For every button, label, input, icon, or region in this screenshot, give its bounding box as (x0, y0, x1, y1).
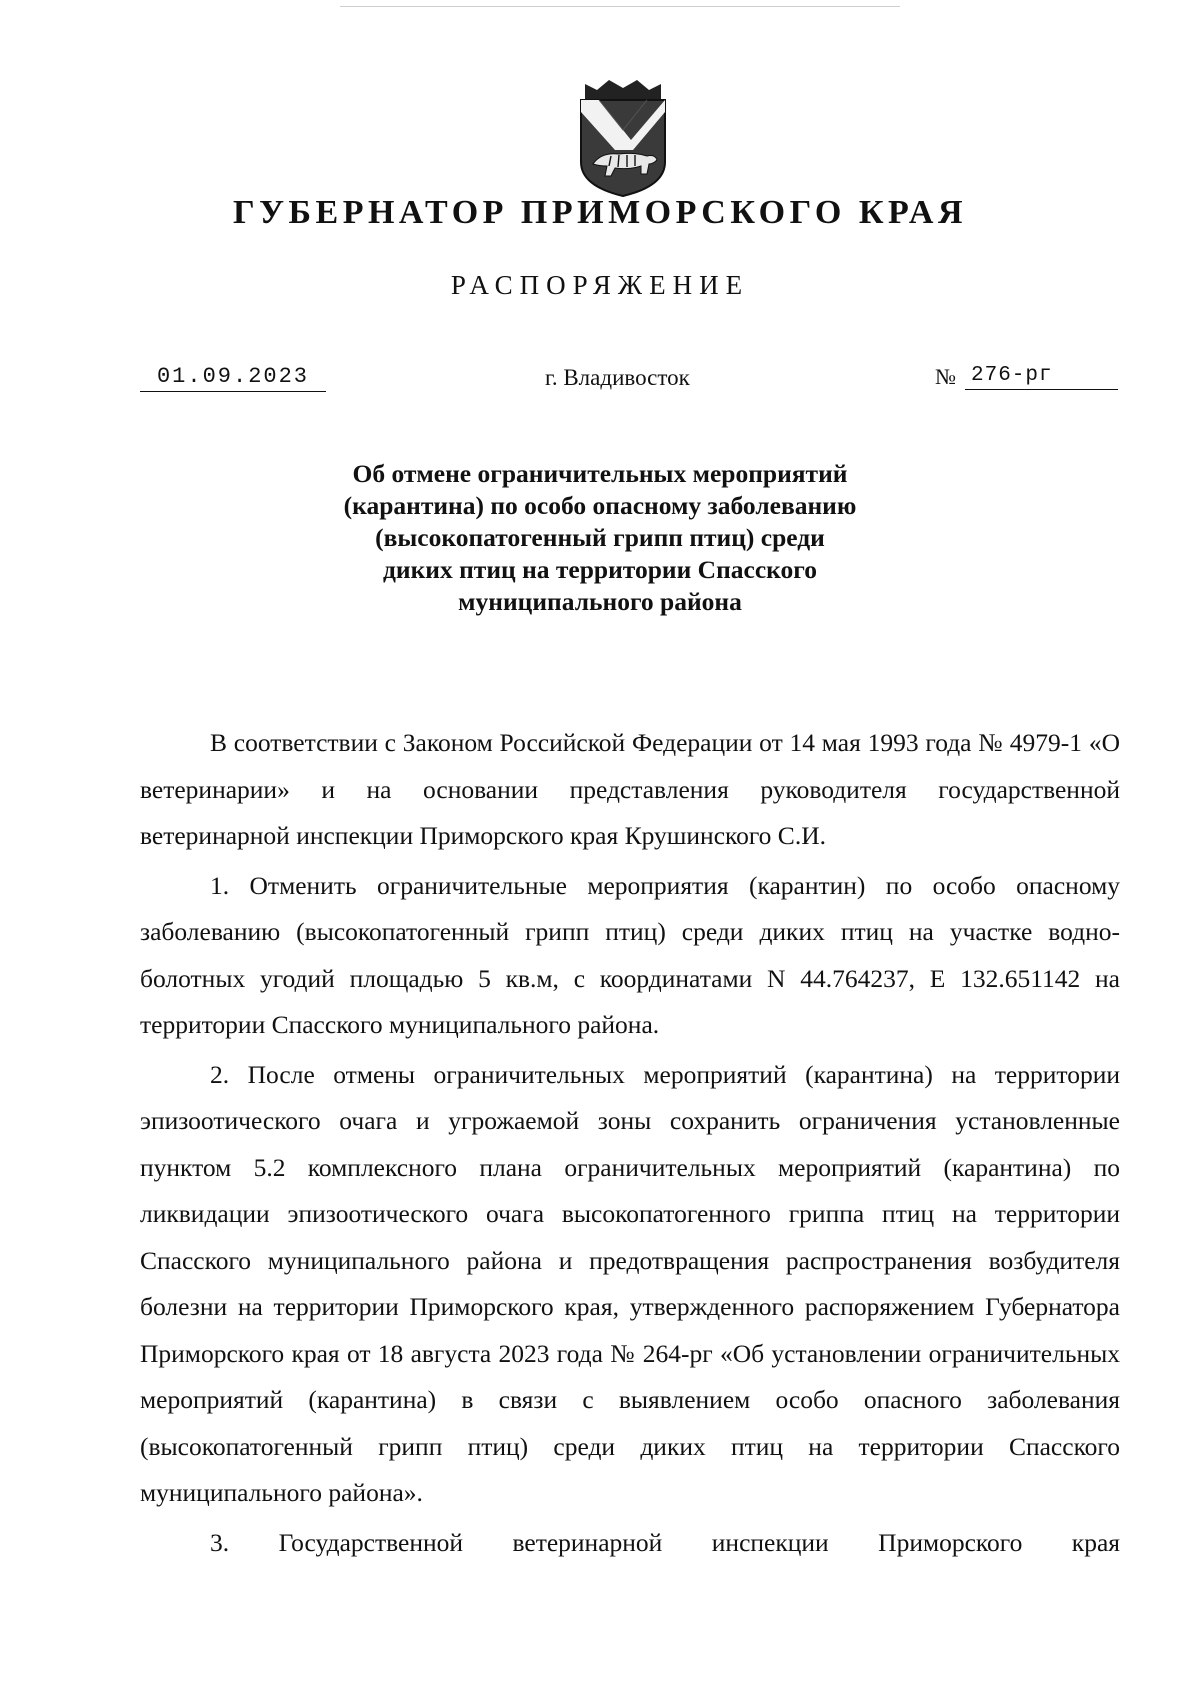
subject-line: муниципального района (458, 587, 742, 616)
item-1-paragraph: 1. Отменить ограничительные мероприятия (карантин) по особо опасному заболеванию (высокопатогенный грипп птиц) среди диких птиц на участке водно-болотных угодий площадью 5 кв.м, с координатами N 44.764237, E 132.651142 на территории Спасского муниципального района. (140, 870, 1120, 1039)
item-3-paragraph: 3. Государственной ветеринарной инспекции Приморского края (210, 1527, 1120, 1557)
subject-line: (высокопатогенный грипп птиц) среди (375, 523, 825, 552)
document-city: г. Владивосток (545, 365, 690, 390)
number-sign: № (935, 364, 956, 389)
document-type: РАСПОРЯЖЕНИЕ (450, 270, 750, 300)
primorsky-krai-coat-of-arms-icon (571, 78, 675, 198)
subject-line: Об отмене ограничительных мероприятий (352, 459, 848, 488)
issuer-title: ГУБЕРНАТОР ПРИМОРСКОГО КРАЯ (232, 194, 968, 231)
subject-line: (карантина) по особо опасному заболеванию (343, 491, 857, 520)
item-2-paragraph: 2. После отмены ограничительных мероприятий (карантина) на территории эпизоотического очага и угрожаемой зоны сохранить ограничения установленные пунктом 5.2 комплексного плана ограничительных мероприятий (карантина) по ликвидации эпизоотического очага высокопатогенного гриппа птиц на территории Спасского муниципального района и предотвращения распространения возбудителя болезни на территории Приморского края, утвержденного распоряжением Губернатора Приморского края от 18 августа 2023 года № 264-рг «Об установлении ограничительных мероприятий (карантина) в связи с выявлением особо опасного заболевания (высокопатогенный грипп птиц) среди диких птиц на территории Спасского муниципального района». (140, 1059, 1120, 1507)
subject-line: диких птиц на территории Спасского (383, 555, 817, 584)
document-body (140, 720, 1120, 1569)
preamble-paragraph: В соответствии с Законом Российской Федерации от 14 мая 1993 года № 4979-1 «О ветеринарии» и на основании представления руководителя государственной ветеринарной инспекции Приморского края Крушинского С.И. (140, 728, 1120, 850)
scan-edge-line (340, 6, 900, 7)
document-number: 276-рг (971, 364, 1053, 387)
document-subject (240, 458, 960, 618)
document-date: 01.09.2023 (140, 363, 326, 392)
document-number-block (935, 363, 1118, 391)
